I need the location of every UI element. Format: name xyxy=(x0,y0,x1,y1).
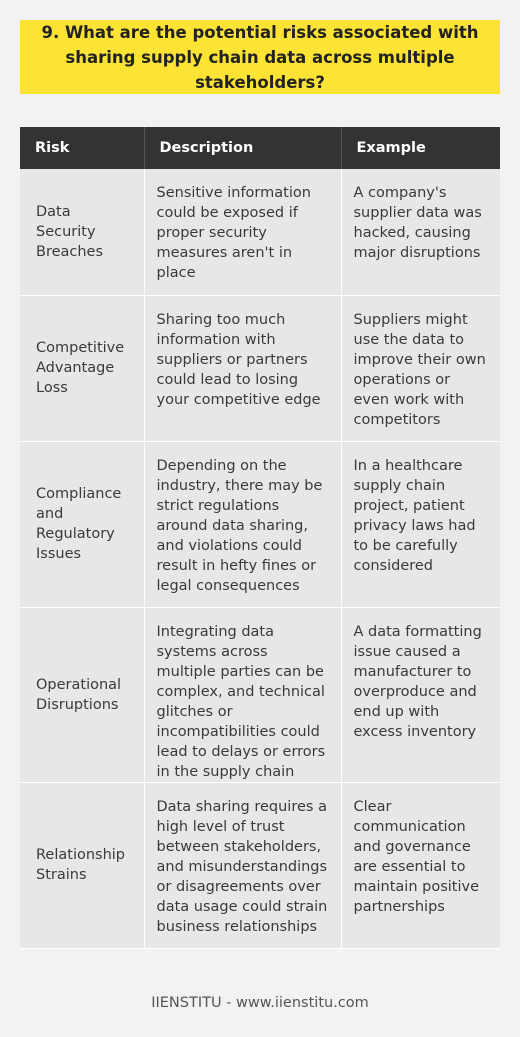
example-cell: A company's supplier data was hacked, causing major disruptions xyxy=(341,169,500,295)
example-cell: In a healthcare supply chain project, patient privacy laws had to be carefully considered xyxy=(341,441,500,607)
page-title: 9. What are the potential risks associated with sharing supply chain data across multiple stakeholders? xyxy=(41,22,479,92)
table-row xyxy=(20,607,500,782)
description-cell: Depending on the industry, there may be strict regulations around data sharing, and violations could result in hefty fines or legal consequences xyxy=(144,441,341,607)
table-row xyxy=(20,782,500,948)
example-cell: Suppliers might use the data to improve their own operations or even work with competitors xyxy=(341,295,500,441)
table-row xyxy=(20,441,500,607)
header-risk: Risk xyxy=(20,127,144,169)
header-description: Description xyxy=(144,127,341,169)
description-cell: Data sharing requires a high level of trust between stakeholders, and misunderstandings or disagreements over data usage could strain business relationships xyxy=(144,782,341,948)
risk-cell: Data Security Breaches xyxy=(20,169,144,295)
risks-table xyxy=(20,127,500,949)
title-banner xyxy=(20,20,500,94)
description-cell: Sharing too much information with suppliers or partners could lead to losing your competitive edge xyxy=(144,295,341,441)
example-cell: Clear communication and governance are essential to maintain positive partnerships xyxy=(341,782,500,948)
risk-cell: Compliance and Regulatory Issues xyxy=(20,441,144,607)
footer-credit: IIENSTITU - www.iienstitu.com xyxy=(151,995,369,1011)
risk-cell: Operational Disruptions xyxy=(20,607,144,782)
risk-cell: Competitive Advantage Loss xyxy=(20,295,144,441)
table-row xyxy=(20,295,500,441)
table-row xyxy=(20,169,500,295)
description-cell: Sensitive information could be exposed if proper security measures aren't in place xyxy=(144,169,341,295)
table-header-row xyxy=(20,127,500,169)
example-cell: A data formatting issue caused a manufacturer to overproduce and end up with excess inventory xyxy=(341,607,500,782)
description-cell: Integrating data systems across multiple parties can be complex, and technical glitches or incompatibilities could lead to delays or errors in the supply chain xyxy=(144,607,341,782)
risk-cell: Relationship Strains xyxy=(20,782,144,948)
header-example: Example xyxy=(341,127,500,169)
